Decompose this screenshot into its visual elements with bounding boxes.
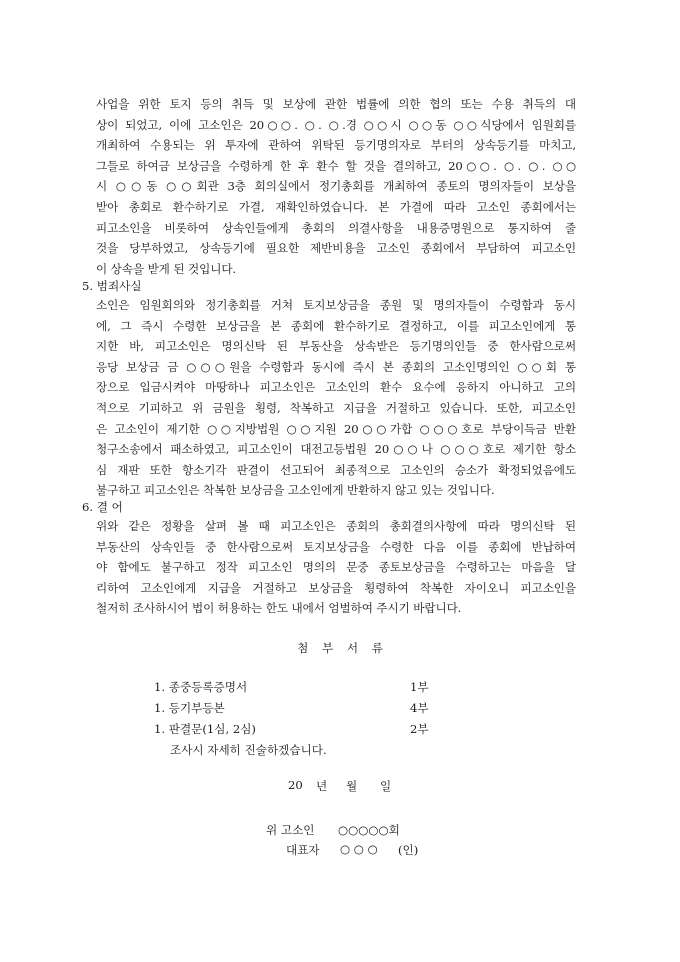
text-line: 야 함에도 불구하고 정작 피고소인 명의의 문중 종토보상금을 수령하고는 마음을 달 xyxy=(96,560,576,575)
complainant-label: 위 고소인 xyxy=(266,823,315,837)
text-line: 부동산의 상속인들 중 한사람으로써 토지보상금을 수령한 다음 이를 종회에 반납하여 xyxy=(96,539,576,554)
text-line: 응당 보상금 금 ○○○원을 수령함과 동시에 즉시 본 종회의 고소인명의인 ○○회 통 xyxy=(96,359,576,374)
text-line: 사업을 위한 토지 등의 취득 및 보상에 관한 법률에 의한 협의 또는 수용 취득의 대 xyxy=(96,97,576,111)
representative-label: 대표자 xyxy=(286,843,320,857)
text-line: 불구하고 피고소인은 착복한 보상금을 고소인에게 반환하지 않고 있는 것입니다. xyxy=(96,483,495,498)
text-line: 장으로 입금시켜야 마땅하나 피고소인은 고소인의 환수 요수에 응하지 아니하고 고의 xyxy=(96,380,576,395)
seal-mark: (인) xyxy=(398,843,419,857)
attachment-item-count: 2부 xyxy=(410,722,429,736)
text-line: 것을 당부하였고, 상속등기에 필요한 제반비용을 고소인 종회에서 부담하여 피고소인 xyxy=(96,241,576,256)
text-line: 철저히 조사하시어 법이 허용하는 한도 내에서 엄벌하여 주시기 바랍니다. xyxy=(96,601,462,616)
attachments-note: 조사시 자세히 진술하겠습니다. xyxy=(170,743,327,757)
date-day-label: 일 xyxy=(380,779,392,793)
text-line: 이 상속을 받게 된 것입니다. xyxy=(96,261,237,276)
text-line: 적으로 기피하고 위 금원을 횡령, 착복하고 지급을 거절하고 있습니다. 또한, 피고소인 xyxy=(96,400,576,415)
section-heading-crime-facts: 5. 범죄사실 xyxy=(82,279,142,293)
attachment-item-name: 1. 종중등록증명서 xyxy=(154,680,248,694)
text-line: 시 ○○동 ○○회관 3층 회의실에서 정기총회를 개최하여 종토의 명의자들이 보상을 xyxy=(96,179,576,194)
representative-name: ○ ○ ○ xyxy=(340,842,378,856)
attachment-item-name: 1. 등기부등본 xyxy=(154,701,225,715)
text-line: 심 재판 또한 항소기각 판결이 선고되어 최종적으로 고소인의 승소가 확정되었음에도 xyxy=(96,462,576,477)
date-year: 20 xyxy=(288,778,303,792)
paragraph-continued xyxy=(96,94,576,279)
date-year-label: 년 xyxy=(316,779,328,793)
attachment-item-count: 4부 xyxy=(410,701,429,715)
complainant-name: ○○○○○회 xyxy=(338,823,400,837)
text-line: 리하여 고소인에게 지급을 거절하고 보상금을 횡령하여 착복한 자이오니 피고소인을 xyxy=(96,580,576,595)
attachments-title: 첨 부 서 류 xyxy=(297,641,383,655)
attachment-item-name: 1. 판결문(1심, 2심) xyxy=(154,722,256,736)
text-line: 개최하여 수용되는 위 투자에 관하여 위탁된 등기명의자로 부터의 상속등기를 마치고, xyxy=(96,138,576,153)
text-line: 에, 그 즉시 수령한 보상금을 본 종회에 환수하기로 결정하고, 이를 피고소인에게 통 xyxy=(96,318,576,333)
text-line: 청구소송에서 패소하였고, 피고소인이 대전고등법원 20○○나 ○○○호로 제기한 항소 xyxy=(96,442,576,457)
section-heading-conclusion: 6. 결 어 xyxy=(82,500,123,514)
text-line: 그들로 하여금 보상금을 수령하게 한 후 환수 할 것을 결의하고, 20○○. ○. ○. ○○ xyxy=(96,158,576,173)
text-line: 은 고소인이 제기한 ○○지방법원 ○○지원 20○○가합 ○○○호로 부당이득금 반환 xyxy=(96,421,576,436)
text-line: 소인은 임원회의와 정기총회를 거쳐 토지보상금을 종원 및 명의자들이 수령함과 동시 xyxy=(96,298,576,312)
attachment-item-count: 1부 xyxy=(410,680,429,694)
text-line: 위와 같은 정황을 살펴 볼 때 피고소인은 종회의 총회결의사항에 따라 명의신탁 된 xyxy=(96,519,576,533)
text-line: 상이 되었고, 이에 고소인은 20○○. ○. ○.경 ○○시 ○○동 ○○식당에서 임원회를 xyxy=(96,117,576,132)
date-month-label: 월 xyxy=(346,779,358,793)
section-body-conclusion xyxy=(96,516,576,619)
text-line: 지한 바, 피고소인은 명의신탁 된 부동산을 상속받은 등기명의인들 중 한사람으로써 xyxy=(96,339,576,354)
text-line: 피고소인을 비롯하여 상속인들에게 총회의 의결사항을 내용증명원으로 통지하여 줄 xyxy=(96,220,576,235)
text-line: 받아 총회로 환수하기로 가결, 재확인하였습니다. 본 가결에 따라 고소인 종회에서는 xyxy=(96,199,576,214)
section-body-crime-facts xyxy=(96,295,576,501)
